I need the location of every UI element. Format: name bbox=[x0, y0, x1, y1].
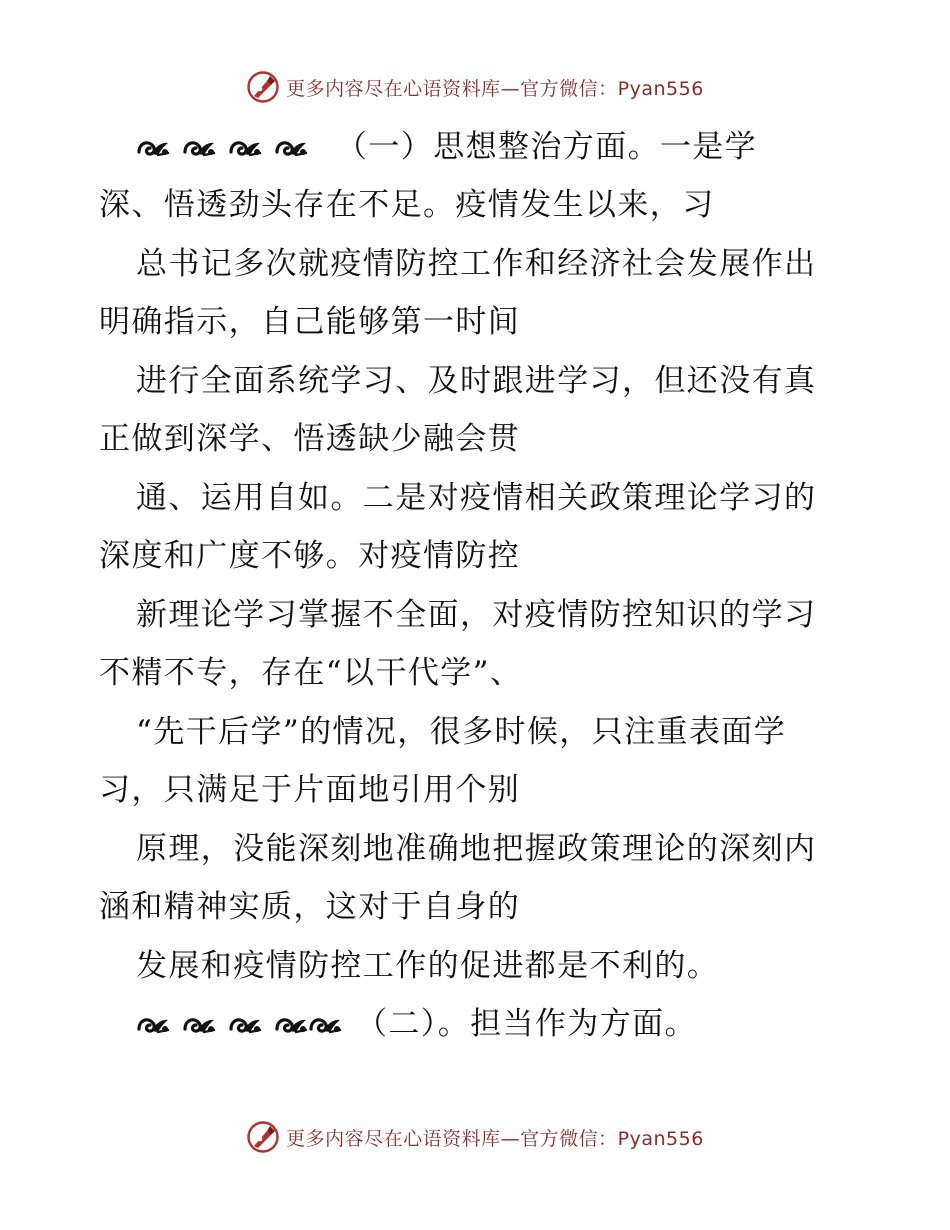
ornament-bullet-icon bbox=[182, 134, 216, 160]
pen-logo-icon bbox=[246, 1120, 280, 1154]
section-heading-text: （二）。担当作为方面。 bbox=[356, 1006, 697, 1042]
paragraph-line: 新理论学习掌握不全面，对疫情防控知识的学习 bbox=[136, 597, 817, 633]
bullet-group bbox=[136, 1004, 354, 1044]
paragraph-line: 正做到深学、悟透缺少融会贯 bbox=[99, 421, 521, 457]
paragraph-line: 深、悟透劲头存在不足。疫情发生以来，习 bbox=[99, 187, 715, 223]
paragraph-line: 深度和广度不够。对疫情防控 bbox=[99, 538, 521, 574]
ornament-bullet-icon bbox=[274, 134, 308, 160]
paragraph-line: 总书记多次就疫情防控工作和经济社会发展作出 bbox=[136, 246, 817, 282]
paragraph-line: 通、运用自如。二是对疫情相关政策理论学习的 bbox=[136, 480, 817, 516]
ornament-bullet-icon bbox=[274, 1011, 308, 1037]
paragraph-line: 进行全面系统学习、及时跟进学习，但还没有真 bbox=[136, 363, 817, 399]
header-banner-text: 更多内容尽在心语资料库—官方微信：Pyan556 bbox=[286, 77, 704, 100]
ornament-bullet-icon bbox=[136, 1011, 170, 1037]
paragraph-line: 原理，没能深刻地准确地把握政策理论的深刻内 bbox=[136, 831, 817, 867]
ornament-bullet-icon bbox=[228, 1011, 262, 1037]
paragraph-line: 涵和精神实质，这对于自身的 bbox=[99, 889, 521, 925]
bullet-group bbox=[136, 127, 320, 167]
paragraph-line bbox=[136, 127, 757, 167]
ornament-bullet-icon bbox=[136, 134, 170, 160]
paragraph-line: 习，只满足于片面地引用个别 bbox=[99, 772, 521, 808]
paragraph-line: “先干后学”的情况，很多时候，只注重表面学 bbox=[136, 714, 787, 750]
paragraph-line: 发展和疫情防控工作的促进都是不利的。 bbox=[136, 948, 720, 984]
paragraph-line bbox=[136, 1004, 697, 1044]
page-footer bbox=[0, 1120, 950, 1154]
ornament-bullet-icon bbox=[308, 1011, 342, 1037]
paragraph-line: 明确指示，自己能够第一时间 bbox=[99, 304, 521, 340]
footer-banner-text: 更多内容尽在心语资料库—官方微信：Pyan556 bbox=[286, 1127, 704, 1150]
paragraph-line: 不精不专，存在“以干代学”、 bbox=[99, 655, 523, 691]
section-heading-text: （一）思想整治方面。一是学 bbox=[336, 129, 758, 165]
ornament-bullet-icon bbox=[182, 1011, 216, 1037]
ornament-bullet-icon bbox=[228, 134, 262, 160]
